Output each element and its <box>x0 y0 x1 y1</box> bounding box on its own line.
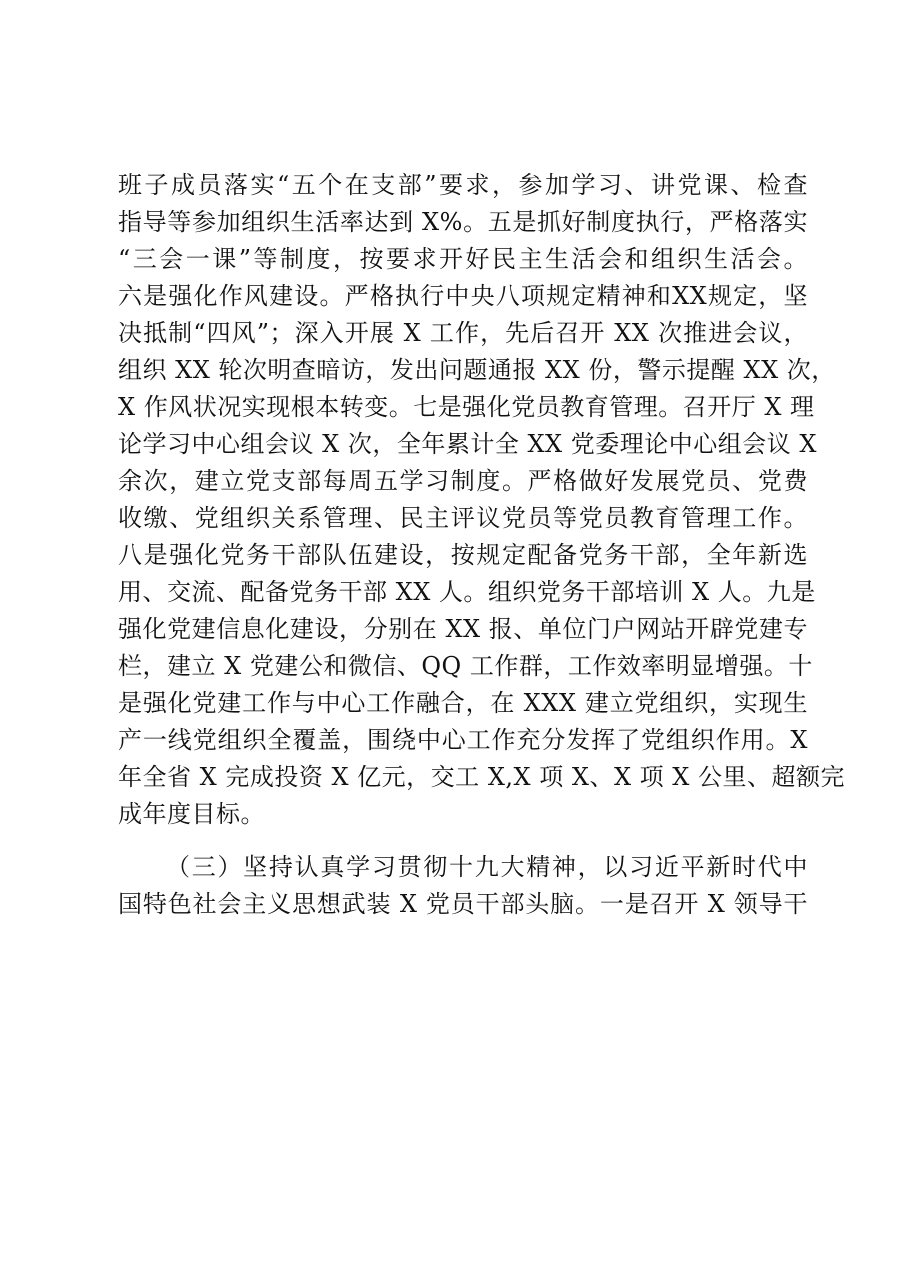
text-line: 组织 XX 轮次明查暗访，发出问题通报 XX 份，警示提醒 XX 次， <box>118 356 836 384</box>
text-line: 年全省 X 完成投资 X 亿元，交工 X,X 项 X、X 项 X 公里、超额完 <box>118 763 846 791</box>
text-line: 是强化党建工作与中心工作融合，在 XXX 建立党组织，实现生 <box>118 689 808 717</box>
text-line: “三会一课”等制度，按要求开好民主生活会和组织生活会。 <box>118 245 808 273</box>
paragraph-study-nineteenth-congress <box>118 849 808 923</box>
text-line: 收缴、党组织关系管理、民主评议党员等党员教育管理工作。 <box>118 504 808 532</box>
text-line: 产一线党组织全覆盖，围绕中心工作充分发挥了党组织作用。X <box>118 726 808 754</box>
text-line: 用、交流、配备党务干部 XX 人。组织党务干部培训 X 人。九是 <box>118 578 816 606</box>
text-line: 班子成员落实“五个在支部”要求，参加学习、讲党课、检查 <box>118 171 808 199</box>
text-line: 论学习中心组会议 X 次，全年累计全 XX 党委理论中心组会议 X <box>118 430 817 458</box>
text-line: 余次，建立党支部每周五学习制度。严格做好发展党员、党费 <box>118 467 808 495</box>
text-line: X 作风状况实现根本转变。七是强化党员教育管理。召开厅 X 理 <box>118 393 815 421</box>
paragraph-gap <box>118 833 808 849</box>
text-line: 国特色社会主义思想武装 X 党员干部头脑。一是召开 X 领导干 <box>118 890 808 918</box>
text-line: 指导等参加组织生活率达到 X%。五是抓好制度执行，严格落实 <box>118 208 808 236</box>
paragraph-party-building-results <box>118 167 846 833</box>
text-line: 决抵制“四风”；深入开展 X 工作，先后召开 XX 次推进会议， <box>118 319 808 347</box>
text-line: 栏，建立 X 党建公和微信、QQ 工作群，工作效率明显增强。十 <box>118 652 813 680</box>
document-body <box>118 167 846 923</box>
text-line: （三）坚持认真学习贯彻十九大精神，以习近平新时代中 <box>166 853 808 881</box>
text-line: 成年度目标。 <box>118 800 265 828</box>
text-line: 六是强化作风建设。严格执行中央八项规定精神和XX规定，坚 <box>118 282 808 310</box>
text-line: 强化党建信息化建设，分别在 XX 报、单位门户网站开辟党建专 <box>118 615 808 643</box>
text-line: 八是强化党务干部队伍建设，按规定配备党务干部，全年新选 <box>118 541 808 569</box>
